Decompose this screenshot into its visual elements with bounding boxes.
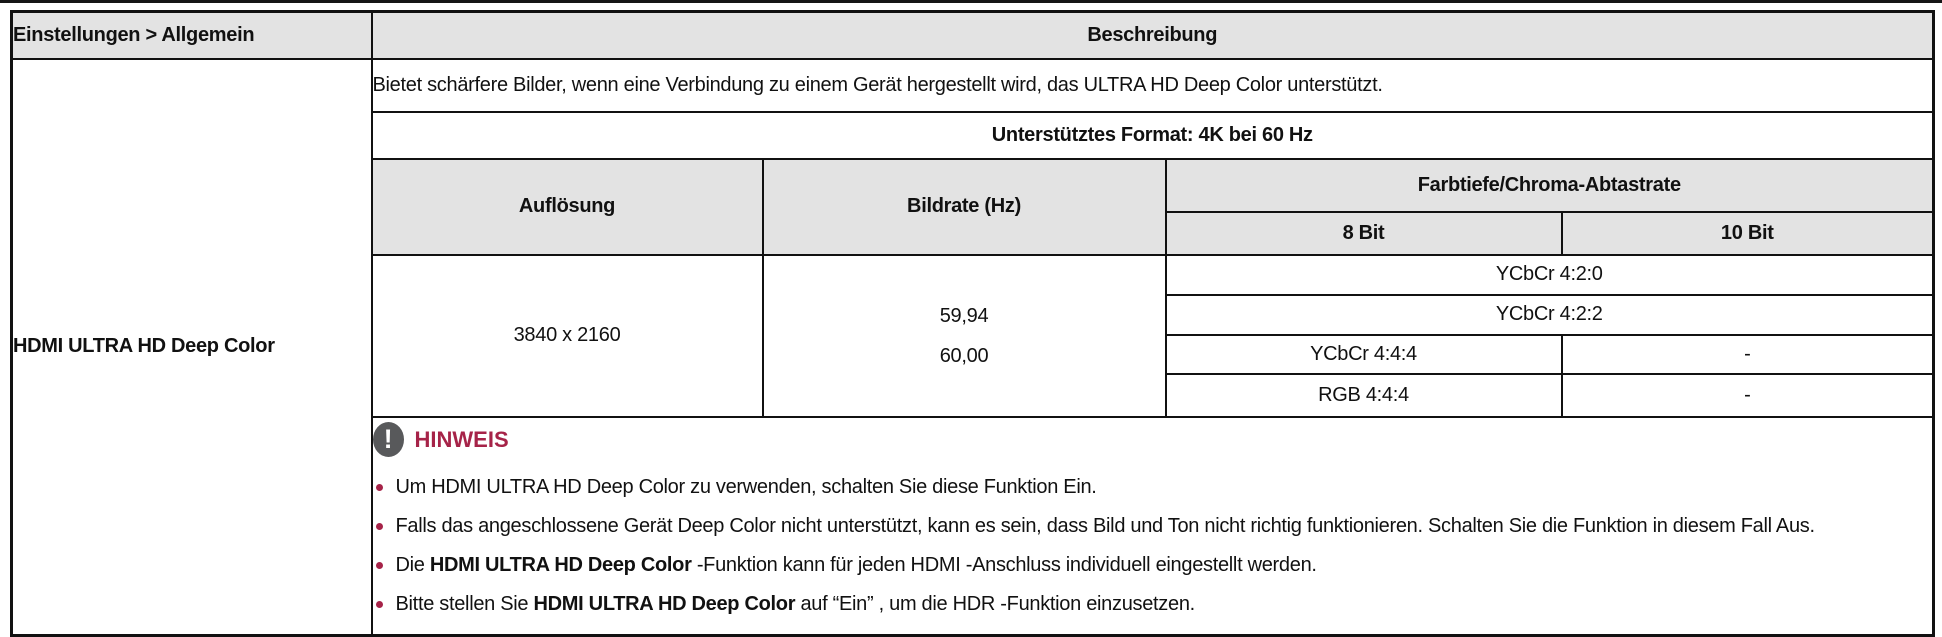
settings-path-header: Einstellungen > Allgemein (12, 12, 372, 59)
note-cell (372, 417, 1934, 636)
description-row (12, 59, 1934, 112)
page-top-rule (0, 0, 1942, 3)
setting-name-cell: HDMI ULTRA HD Deep Color (12, 59, 372, 636)
format-rgb444-10bit: - (1562, 374, 1934, 417)
exclamation-icon (373, 422, 404, 457)
resolution-value: 3840 x 2160 (372, 255, 763, 417)
note-title (373, 422, 1933, 457)
format-ycbcr420: YCbCr 4:2:0 (1166, 255, 1934, 295)
note-bullet: Bitte stellen Sie HDMI ULTRA HD Deep Color auf “Ein” , um die HDR -Funktion einzusetzen. (373, 593, 1933, 616)
note-bullet: Falls das angeschlossene Gerät Deep Color nicht unterstützt, kann es sein, dass Bild und Ton nicht richtig funktionieren. Schalten Sie die Funktion in diesem Fall Aus. (373, 515, 1933, 538)
col-header-resolution: Auflösung (372, 159, 763, 255)
framerate-value-1: 59,94 (939, 304, 989, 327)
note-bullet: Um HDMI ULTRA HD Deep Color zu verwenden, schalten Sie diese Funktion Ein. (373, 476, 1933, 499)
setting-description: Bietet schärfere Bilder, wenn eine Verbindung zu einem Gerät hergestellt wird, das ULTRA HD Deep Color unterstützt. (372, 59, 1934, 112)
description-header: Beschreibung (372, 12, 1934, 59)
note-bullet: Die HDMI ULTRA HD Deep Color -Funktion kann für jeden HDMI -Anschluss individuell eingestellt werden. (373, 554, 1933, 577)
col-header-8bit: 8 Bit (1166, 212, 1562, 255)
note-bullets (373, 476, 1933, 616)
format-ycbcr444-10bit: - (1562, 335, 1934, 374)
table-header-row (12, 12, 1934, 59)
framerate-values (763, 255, 1166, 417)
format-rgb444: RGB 4:4:4 (1166, 374, 1562, 417)
col-header-framerate: Bildrate (Hz) (763, 159, 1166, 255)
note-title-label: HINWEIS (414, 426, 509, 452)
supported-format: Unterstütztes Format: 4K bei 60 Hz (372, 112, 1934, 159)
col-header-colordepth-group: Farbtiefe/Chroma-Abtastrate (1166, 159, 1934, 212)
format-ycbcr422: YCbCr 4:2:2 (1166, 295, 1934, 335)
col-header-10bit: 10 Bit (1562, 212, 1934, 255)
settings-table (10, 10, 1935, 637)
format-ycbcr444: YCbCr 4:4:4 (1166, 335, 1562, 374)
framerate-value-2: 60,00 (939, 344, 989, 367)
